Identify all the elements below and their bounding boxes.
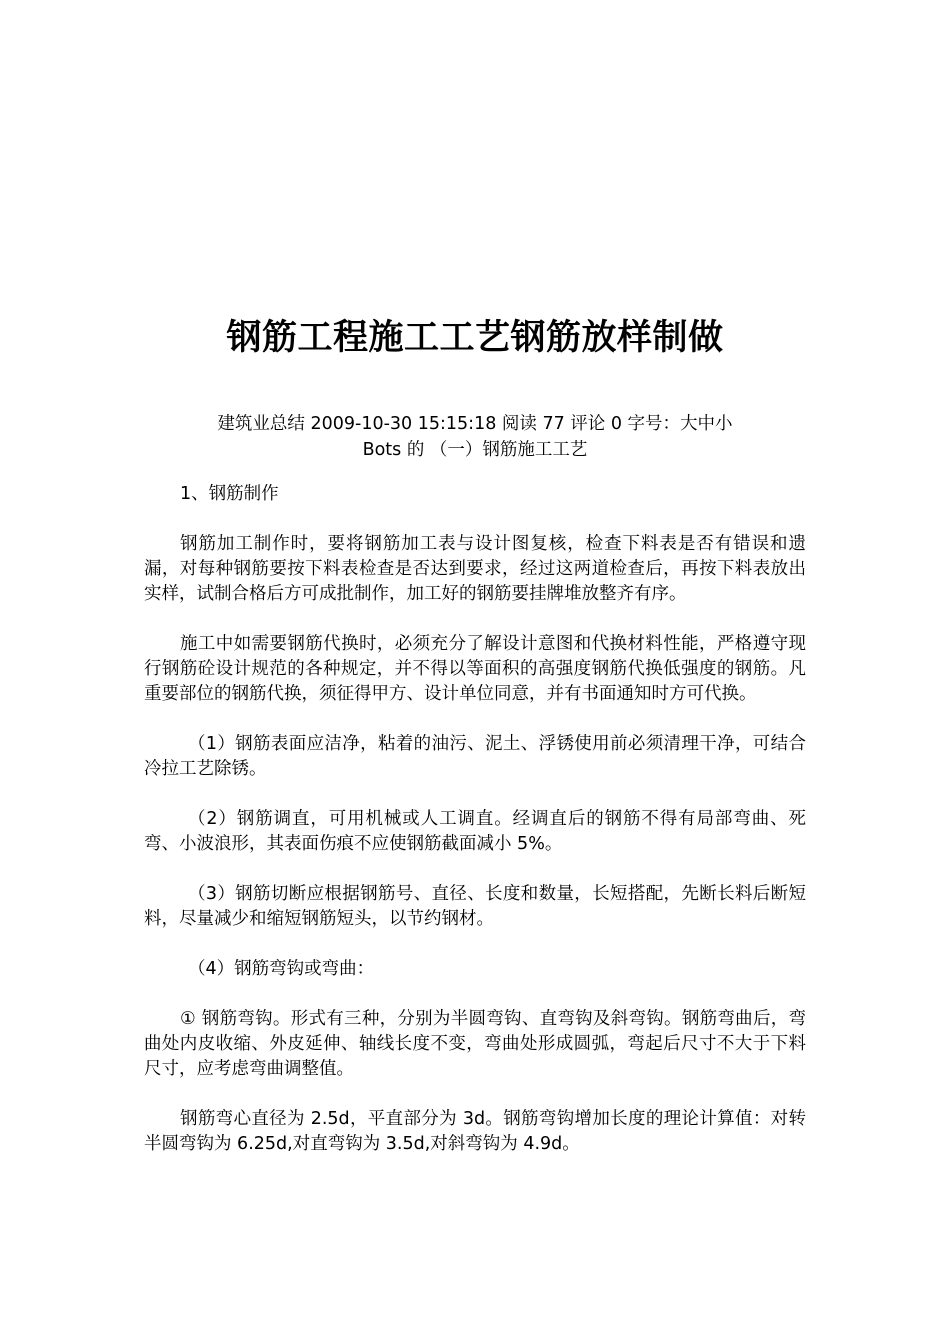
paragraph-hook: ① 钢筋弯钩。形式有三种，分别为半圆弯钩、直弯钩及斜弯钩。钢筋弯曲后，弯曲处内皮收缩、外皮延伸、轴线长度不变，弯曲处形成圆弧，弯起后尺寸不大于下料尺寸，应考虑弯曲调整值。 [144,1009,806,1079]
document-title: 钢筋工程施工工艺钢筋放样制做 [226,318,724,358]
paragraph-item-1: （1）钢筋表面应洁净，粘着的油污、泥土、浮锈使用前必须清理干净，可结合冷拉工艺除锈。 [144,734,806,779]
section-heading: 1、钢筋制作 [180,484,279,504]
paragraph-hook-length: 钢筋弯心直径为 2.5d，平直部分为 3d。钢筋弯钩增加长度的理论计算值：对转半圆弯钩为 6.25d,对直弯钩为 3.5d,对斜弯钩为 4.9d。 [144,1109,806,1154]
document-meta [0,411,950,463]
paragraph-item-3: （3）钢筋切断应根据钢筋号、直径、长度和数量，长短搭配，先断长料后断短料，尽量减少和缩短钢筋短头，以节约钢材。 [144,884,806,929]
paragraph-item-2: （2）钢筋调直，可用机械或人工调直。经调直后的钢筋不得有局部弯曲、死弯、小波浪形，其表面伤痕不应使钢筋截面减小 5%。 [144,809,806,854]
meta-line-info: 建筑业总结 2009-10-30 15:15:18 阅读 77 评论 0 字号：大中小 [217,414,733,434]
paragraph-processing: 钢筋加工制作时，要将钢筋加工表与设计图复核，检查下料表是否有错误和遗漏，对每种钢筋要按下料表检查是否达到要求，经过这两道检查后，再按下料表放出实样，试制合格后方可成批制作，加工好的钢筋要挂牌堆放整齐有序。 [144,534,806,604]
paragraph-substitution: 施工中如需要钢筋代换时，必须充分了解设计意图和代换材料性能，严格遵守现行钢筋砼设计规范的各种规定，并不得以等面积的高强度钢筋代换低强度的钢筋。凡重要部位的钢筋代换，须征得甲方、设计单位同意，并有书面通知时方可代换。 [144,634,806,704]
document-body [144,482,806,1182]
meta-line-subtitle: Bots 的 （一）钢筋施工工艺 [362,440,588,460]
paragraph-item-4: （4）钢筋弯钩或弯曲： [188,959,375,979]
